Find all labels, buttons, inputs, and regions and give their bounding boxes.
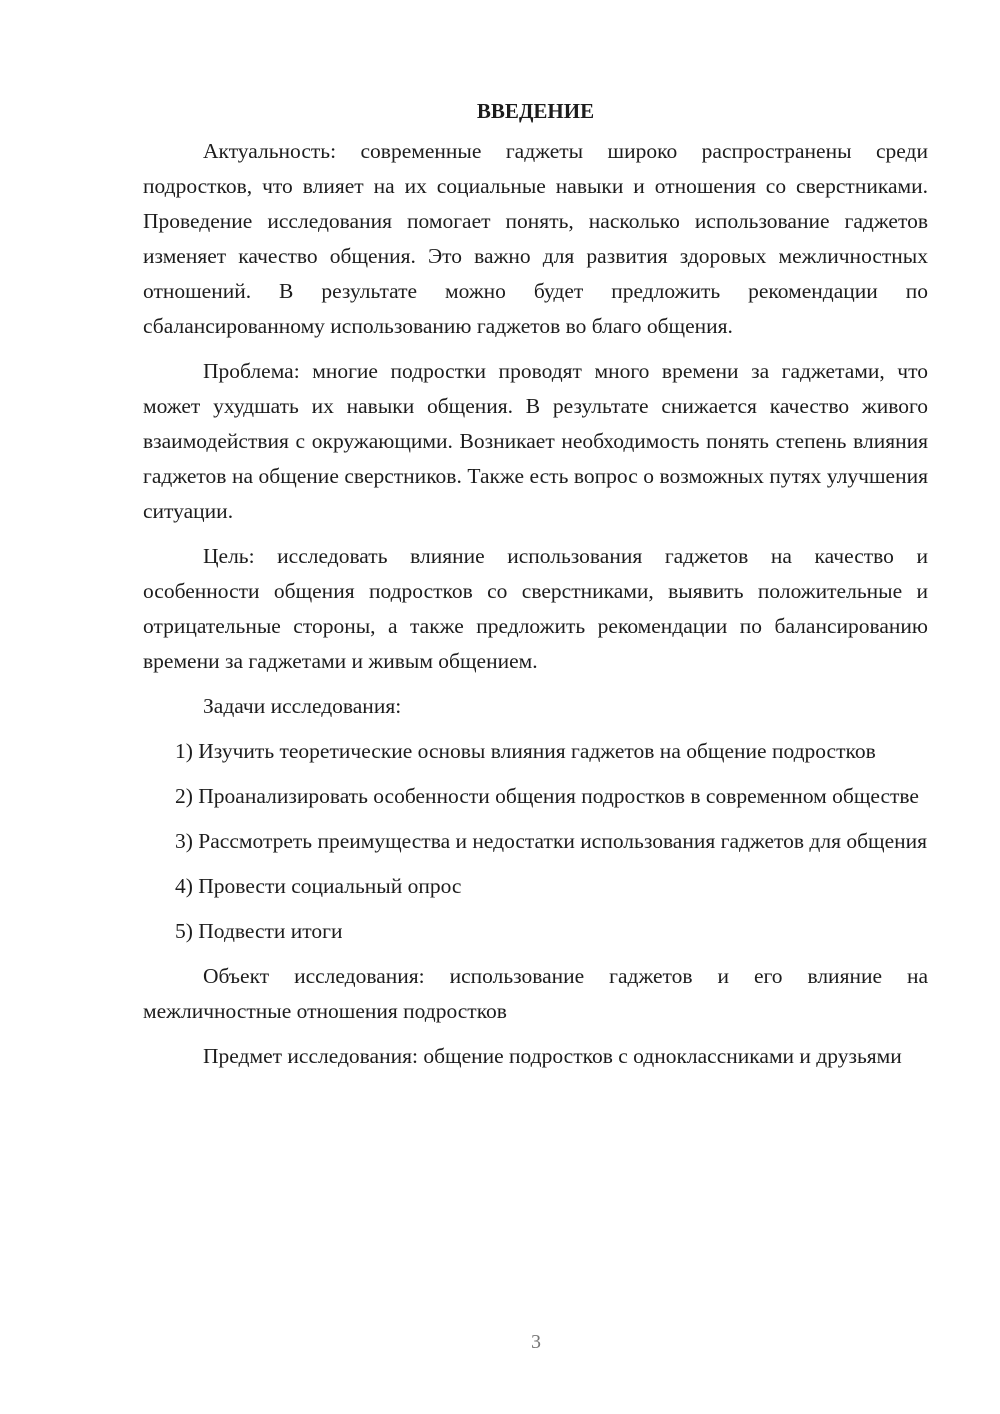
tasks-list (143, 734, 928, 949)
subject-paragraph: Предмет исследования: общение подростков с одноклассниками и друзьями (203, 1044, 902, 1068)
task-item-5: 5) Подвести итоги (175, 919, 343, 943)
task-item-3: 3) Рассмотреть преимущества и недостатки использования гаджетов для общения (175, 829, 928, 853)
page-title: ВВЕДЕНИЕ (476, 99, 595, 123)
tasks-heading: Задачи исследования: (203, 694, 402, 718)
document-body (143, 94, 928, 1084)
page-number: 3 (531, 1331, 541, 1353)
task-item-4: 4) Провести социальный опрос (175, 874, 462, 898)
task-item-2: 2) Проанализировать особенности общения подростков в современном обществе (175, 784, 919, 808)
task-item-1: 1) Изучить теоретические основы влияния гаджетов на общение подростков (175, 739, 876, 763)
problem-paragraph: Проблема: многие подростки проводят много времени за гаджетами, что может ухудшать их навыки общения. В результате снижается качество живого взаимодействия с окружающими. Возникает необходимость понять степень влияния гаджетов на общение сверстников. Также есть вопрос о возможных путях улучшения ситуации. (143, 359, 928, 523)
object-paragraph: Объект исследования: использование гаджетов и его влияние на межличностные отношения подростков (143, 964, 928, 1023)
relevance-paragraph: Актуальность: современные гаджеты широко распространены среди подростков, что влияет на их социальные навыки и отношения со сверстниками. Проведение исследования помогает понять, насколько использование гаджетов изменяет качество общения. Это важно для развития здоровых межличностных отношений. В результате можно будет предложить рекомендации по сбалансированному использованию гаджетов во благо общения. (143, 139, 928, 338)
goal-paragraph: Цель: исследовать влияние использования гаджетов на качество и особенности общения подростков со сверстниками, выявить положительные и отрицательные стороны, а также предложить рекомендации по балансированию времени за гаджетами и живым общением. (143, 544, 928, 673)
